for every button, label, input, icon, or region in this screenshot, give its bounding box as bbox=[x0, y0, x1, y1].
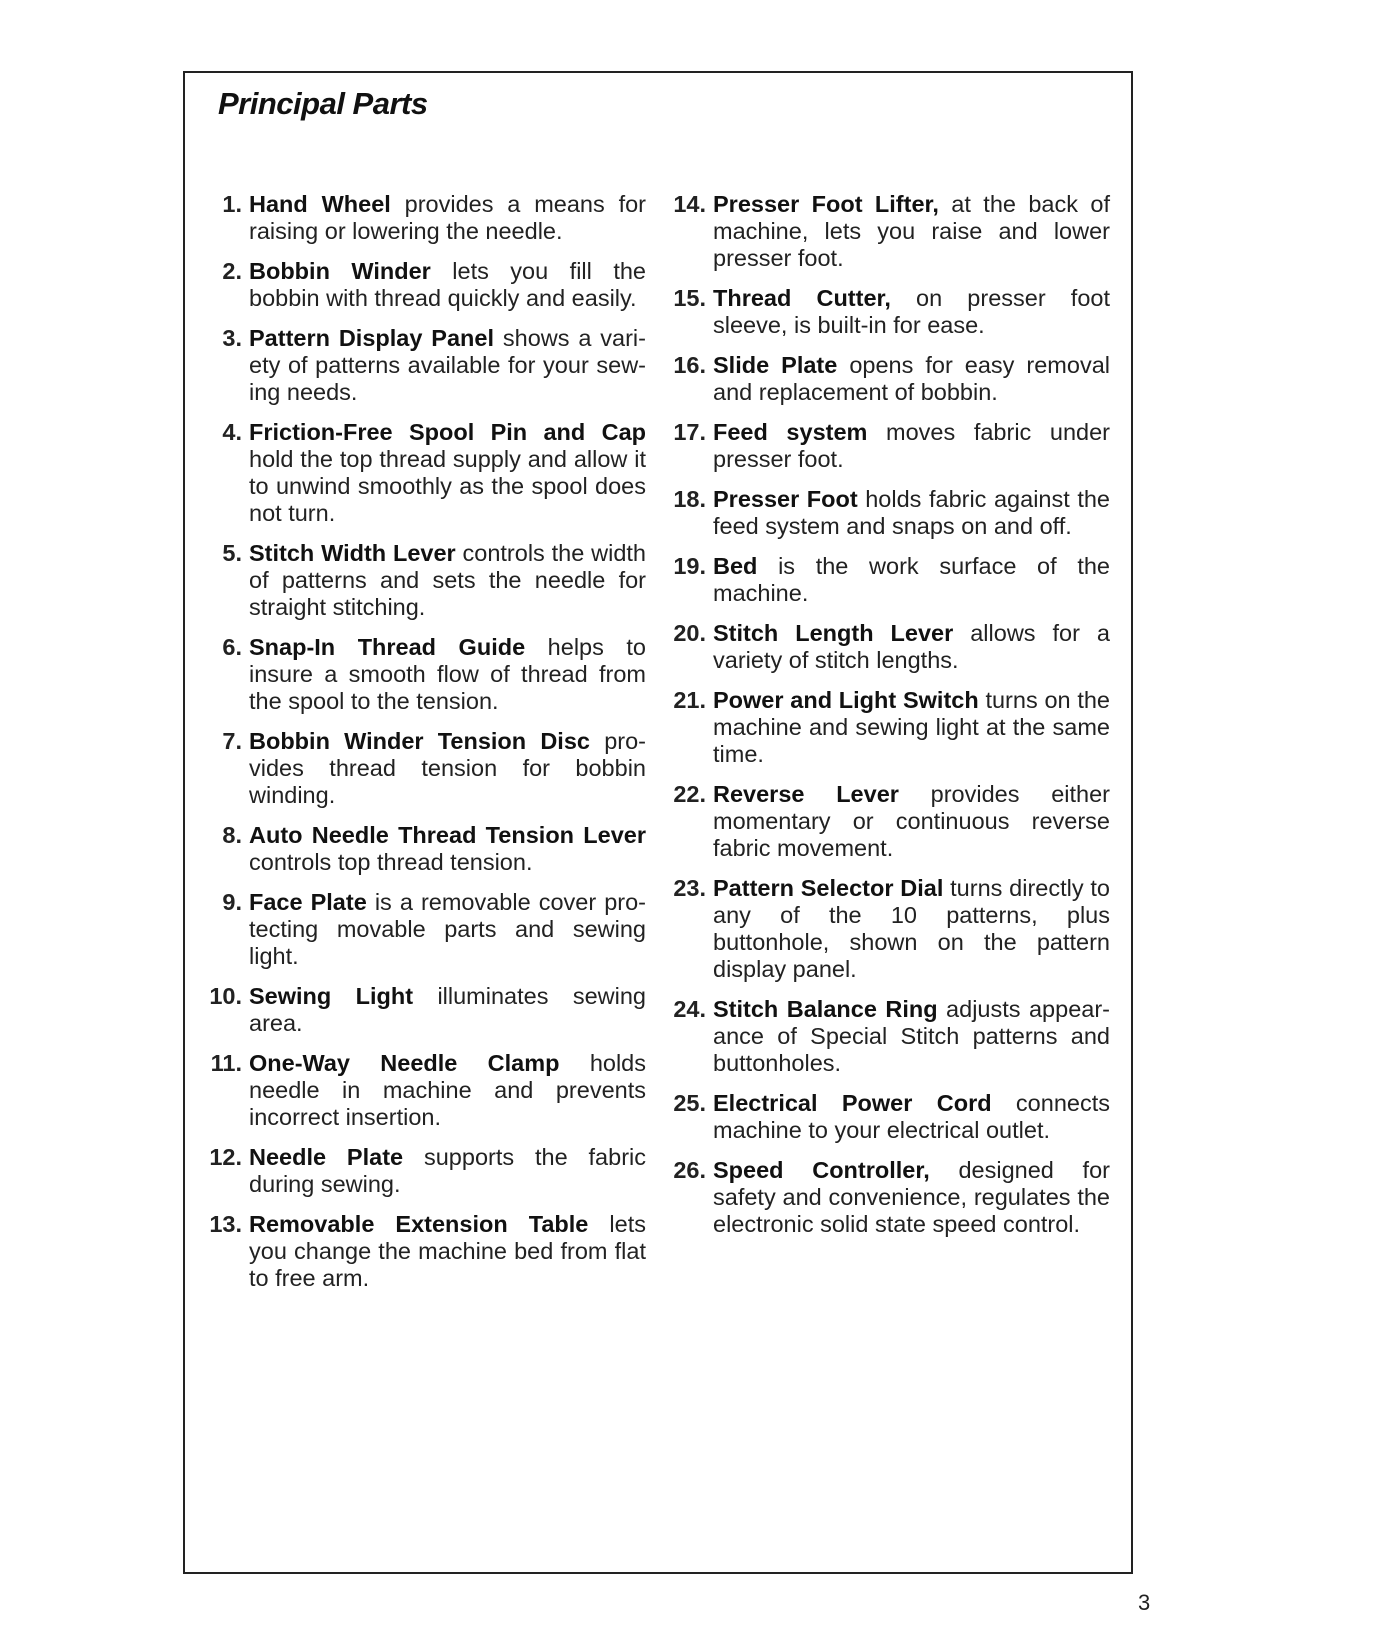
item-number: 11. bbox=[210, 1050, 242, 1076]
item-description: opens for easy removal and replacement of bobbin. bbox=[713, 352, 1110, 405]
item-number: 8. bbox=[222, 822, 242, 848]
list-item bbox=[196, 540, 646, 621]
list-item bbox=[660, 486, 1110, 540]
list-item bbox=[660, 620, 1110, 674]
item-term: Sewing Light bbox=[249, 983, 414, 1009]
item-number: 10. bbox=[209, 983, 242, 1009]
list-item bbox=[660, 1090, 1110, 1144]
item-description: on presser foot sleeve, is built-in for ease. bbox=[713, 285, 1110, 338]
item-description: hold the top thread supply and allow it to unwind smoothly as the spool does not turn. bbox=[249, 446, 646, 526]
item-description: helps to insure a smooth flow of thread from the spool to the tension. bbox=[249, 634, 646, 714]
item-number: 2. bbox=[222, 258, 242, 284]
list-item bbox=[196, 1211, 646, 1292]
list-item bbox=[660, 687, 1110, 768]
item-description: provides either momentary or continuous reverse fabric movement. bbox=[713, 781, 1111, 861]
item-number: 3. bbox=[222, 325, 242, 351]
item-number: 1. bbox=[222, 191, 242, 217]
list-item bbox=[196, 634, 646, 715]
item-description: controls top thread tension. bbox=[249, 849, 533, 875]
item-term: Removable Extension Table bbox=[249, 1211, 589, 1237]
item-term: Stitch Balance Ring bbox=[713, 996, 938, 1022]
item-term: Power and Light Switch bbox=[713, 687, 979, 713]
item-number: 14. bbox=[673, 191, 706, 217]
item-description: shows a variety of patterns available for your sewing needs. bbox=[249, 325, 646, 405]
item-number: 15. bbox=[673, 285, 706, 311]
item-description: turns directly to any of the 10 patterns, plus buttonhole, shown on the pattern display panel. bbox=[713, 875, 1110, 982]
item-term: Friction-Free Spool Pin and Cap bbox=[249, 419, 646, 445]
page-number: 3 bbox=[1138, 1590, 1151, 1615]
list-item bbox=[196, 728, 646, 809]
item-term: Reverse Lever bbox=[713, 781, 899, 807]
item-description: turns on the machine and sewing light at the same time. bbox=[713, 687, 1110, 767]
item-number: 16. bbox=[673, 352, 706, 378]
parts-list-left bbox=[196, 191, 646, 1305]
item-term: Slide Plate bbox=[713, 352, 838, 378]
item-term: Feed system bbox=[713, 419, 868, 445]
item-term: Bobbin Winder Tension Disc bbox=[249, 728, 590, 754]
item-number: 7. bbox=[222, 728, 242, 754]
item-number: 13. bbox=[209, 1211, 242, 1237]
item-description: supports the fabric during sewing. bbox=[249, 1144, 646, 1197]
item-number: 23. bbox=[673, 875, 706, 901]
item-number: 24. bbox=[673, 996, 706, 1022]
list-item bbox=[196, 822, 646, 876]
list-item bbox=[196, 1050, 646, 1131]
item-description: allows for a variety of stitch lengths. bbox=[713, 620, 1110, 673]
parts-list-right bbox=[660, 191, 1110, 1251]
item-term: Auto Needle Thread Tension Lever bbox=[249, 822, 646, 848]
item-description: lets you fill the bobbin with thread quickly and easily. bbox=[249, 258, 646, 311]
item-number: 25. bbox=[673, 1090, 706, 1116]
item-number: 26. bbox=[673, 1157, 706, 1183]
list-item bbox=[196, 1144, 646, 1198]
item-term: Snap-In Thread Guide bbox=[249, 634, 526, 660]
list-item bbox=[660, 285, 1110, 339]
item-term: Presser Foot Lifter, bbox=[713, 191, 939, 217]
item-description: designed for safety and convenience, regulates the electronic solid state speed control. bbox=[713, 1157, 1110, 1237]
item-number: 18. bbox=[673, 486, 706, 512]
item-number: 9. bbox=[222, 889, 242, 915]
item-number: 22. bbox=[673, 781, 706, 807]
item-term: Speed Controller, bbox=[713, 1157, 930, 1183]
item-number: 19. bbox=[673, 553, 706, 579]
list-item bbox=[660, 1157, 1110, 1238]
list-item bbox=[660, 352, 1110, 406]
item-description: lets you change the machine bed from flat to free arm. bbox=[249, 1211, 646, 1291]
item-description: holds fabric against the feed system and snaps on and off. bbox=[713, 486, 1110, 539]
item-number: 12. bbox=[209, 1144, 242, 1170]
item-description: connects machine to your electrical outlet. bbox=[713, 1090, 1110, 1143]
item-term: Thread Cutter, bbox=[713, 285, 891, 311]
item-number: 21. bbox=[673, 687, 706, 713]
list-item bbox=[660, 419, 1110, 473]
item-term: Pattern Selector Dial bbox=[713, 875, 944, 901]
item-term: Stitch Width Lever bbox=[249, 540, 456, 566]
item-term: Face Plate bbox=[249, 889, 367, 915]
item-description: holds needle in machine and prevents incorrect insertion. bbox=[249, 1050, 646, 1130]
item-term: Stitch Length Lever bbox=[713, 620, 954, 646]
item-number: 6. bbox=[222, 634, 242, 660]
item-description: provides a means for raising or lowering the needle. bbox=[249, 191, 646, 244]
item-term: Needle Plate bbox=[249, 1144, 404, 1170]
item-description: illuminates sewing area. bbox=[249, 983, 646, 1036]
item-term: Pattern Display Panel bbox=[249, 325, 494, 351]
item-term: Hand Wheel bbox=[249, 191, 391, 217]
list-item bbox=[196, 325, 646, 406]
page-title: Principal Parts bbox=[218, 86, 428, 121]
item-number: 5. bbox=[222, 540, 242, 566]
item-description: adjusts appearance of Special Stitch patterns and buttonholes. bbox=[713, 996, 1110, 1076]
item-term: Electrical Power Cord bbox=[713, 1090, 992, 1116]
list-item bbox=[196, 983, 646, 1037]
list-item bbox=[660, 875, 1110, 983]
list-item bbox=[196, 258, 646, 312]
item-description: controls the width of patterns and sets the needle for straight stitching. bbox=[249, 540, 646, 620]
item-description: provides thread tension for bobbin winding. bbox=[249, 728, 646, 808]
item-term: Bobbin Winder bbox=[249, 258, 431, 284]
item-number: 4. bbox=[222, 419, 242, 445]
item-term: Bed bbox=[713, 553, 758, 579]
list-item bbox=[660, 553, 1110, 607]
item-description: is the work surface of the machine. bbox=[713, 553, 1110, 606]
item-description: is a removable cover protecting movable parts and sewing light. bbox=[249, 889, 646, 969]
list-item bbox=[196, 419, 646, 527]
item-description: at the back of machine, lets you raise and lower presser foot. bbox=[713, 191, 1110, 271]
item-number: 17. bbox=[673, 419, 706, 445]
item-number: 20. bbox=[673, 620, 706, 646]
list-item bbox=[660, 781, 1110, 862]
list-item bbox=[196, 889, 646, 970]
list-item bbox=[196, 191, 646, 245]
list-item bbox=[660, 191, 1110, 272]
list-item bbox=[660, 996, 1110, 1077]
item-term: One-Way Needle Clamp bbox=[249, 1050, 560, 1076]
item-description: moves fabric under presser foot. bbox=[713, 419, 1110, 472]
item-term: Presser Foot bbox=[713, 486, 858, 512]
